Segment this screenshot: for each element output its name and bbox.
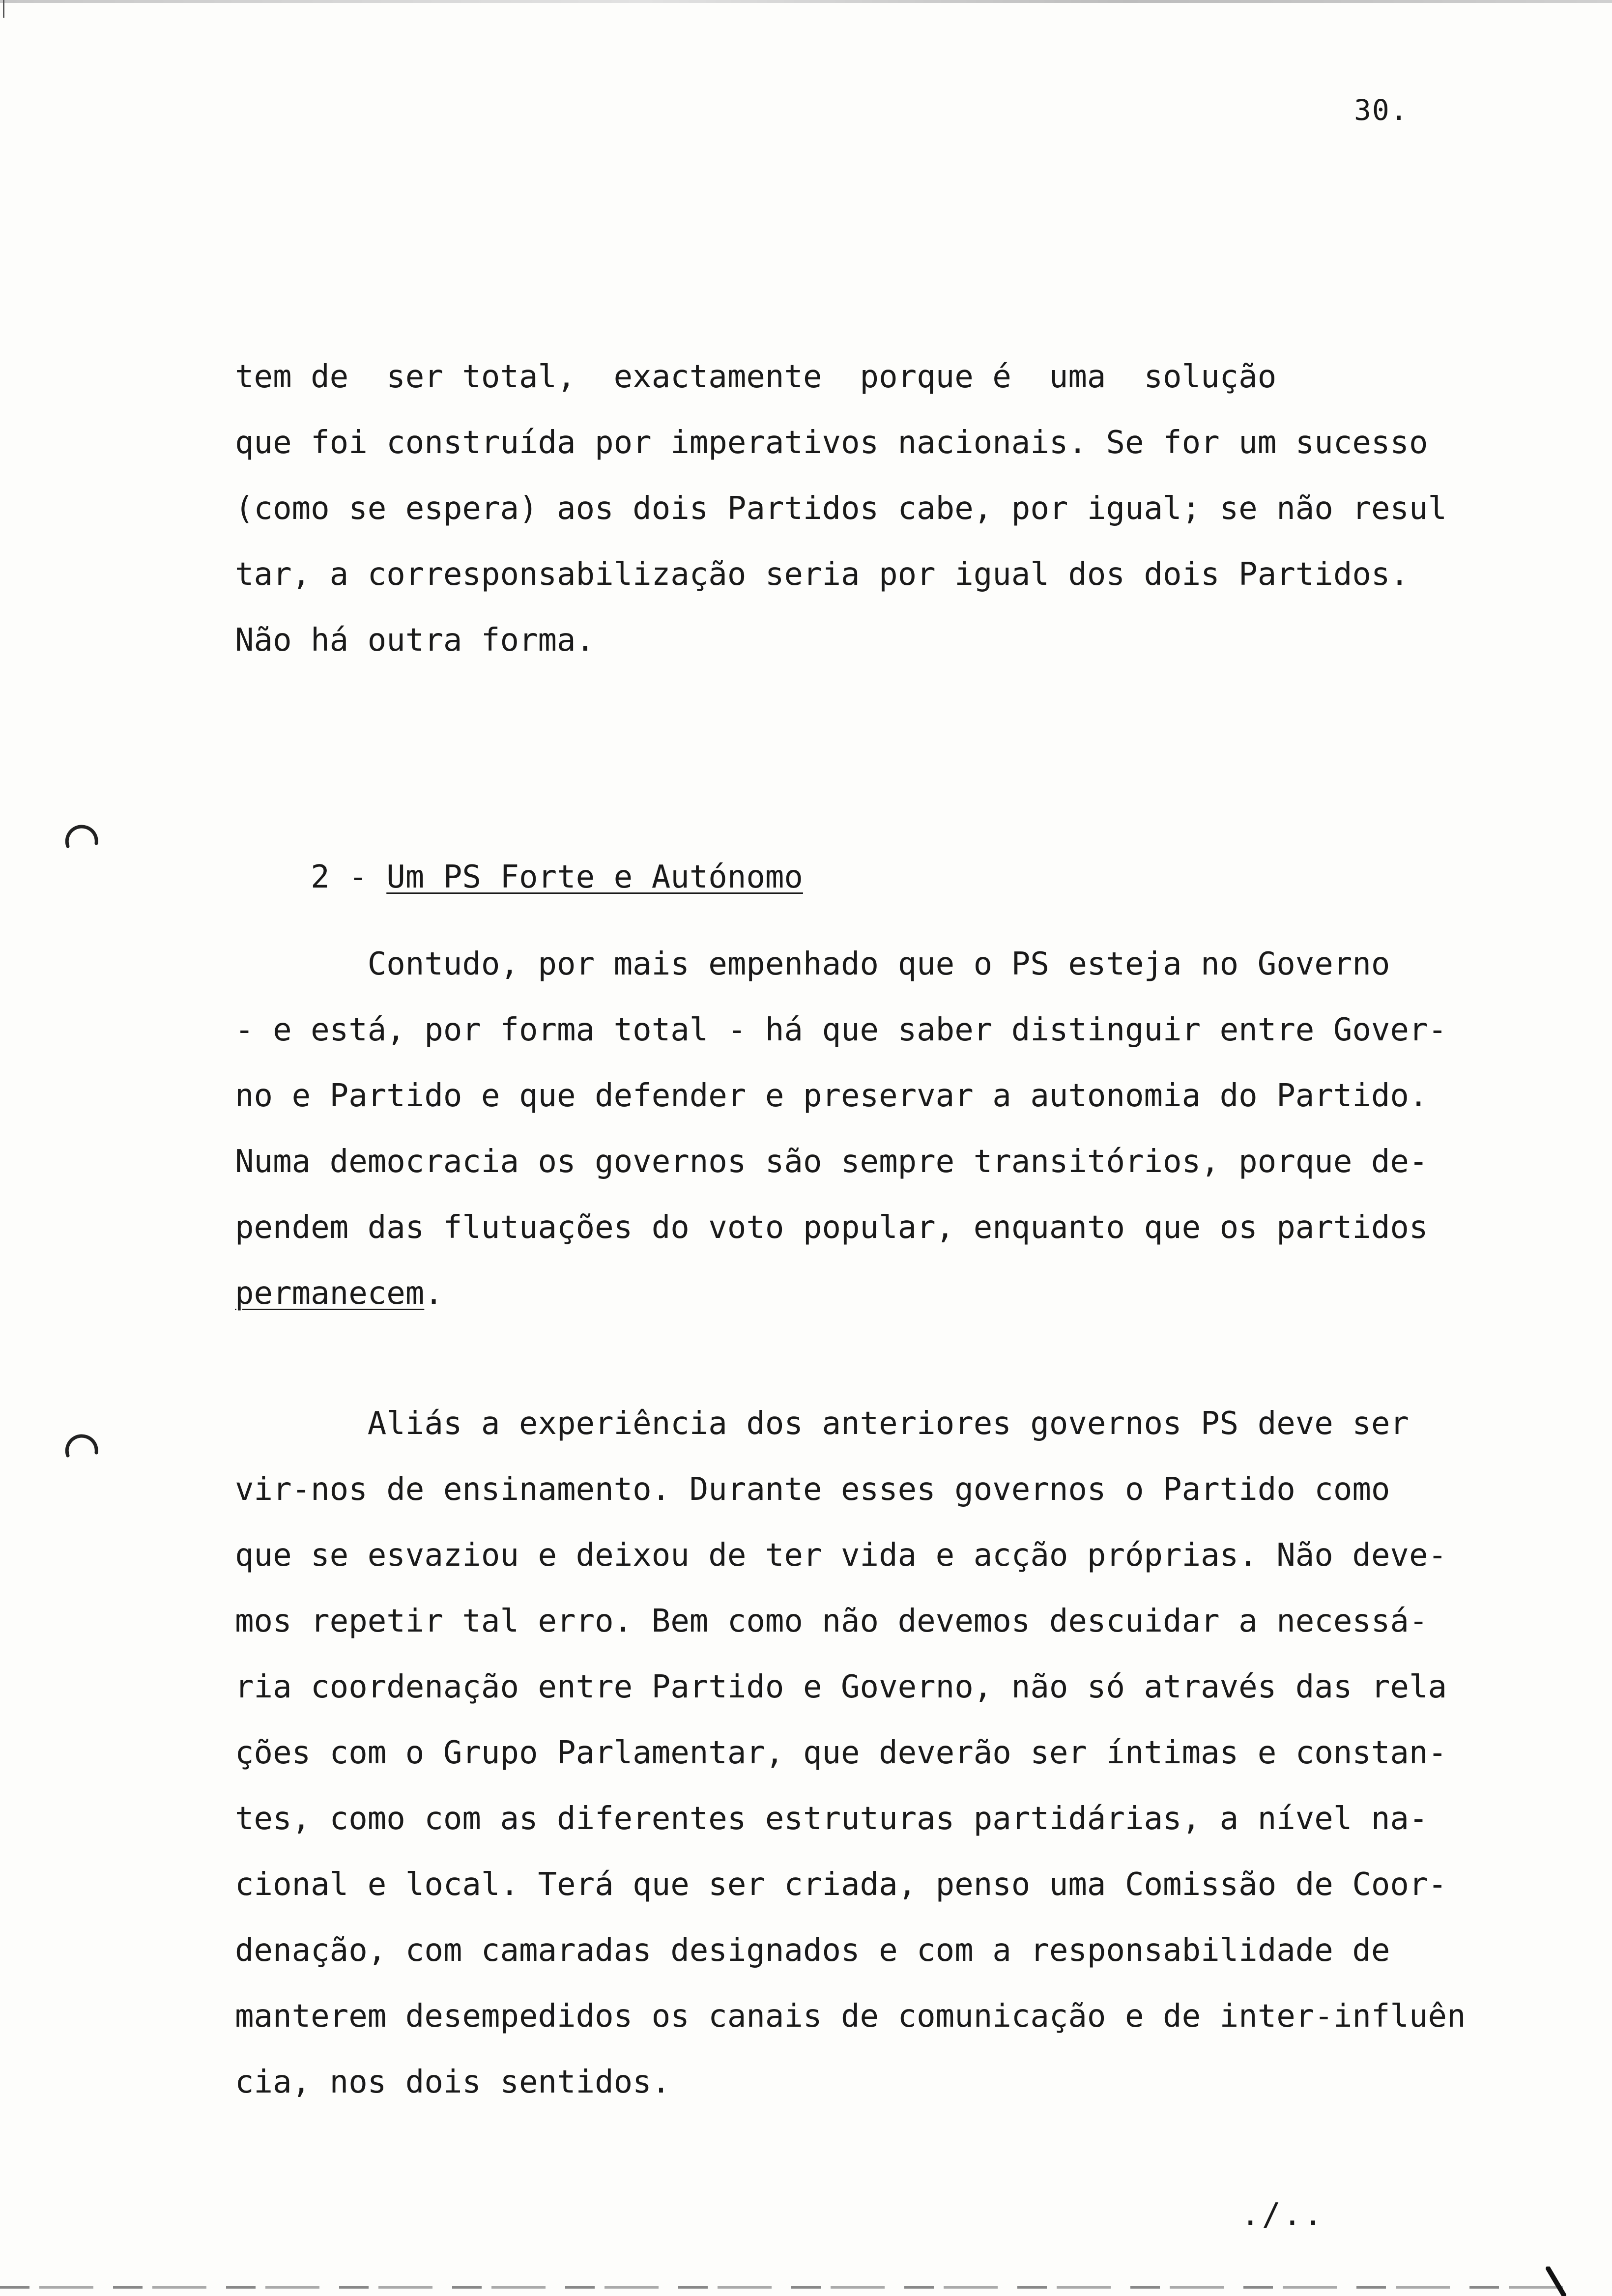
paragraph-experience — [235, 1391, 1493, 2115]
text-line: (como se espera) aos dois Partidos cabe, por igual; se não resul — [235, 490, 1447, 527]
text-line: que foi construída por imperativos nacionais. Se for um sucesso — [235, 425, 1428, 461]
text-line — [235, 1261, 1493, 1326]
section-heading — [235, 811, 803, 944]
text-line: mos repetir tal erro. Bem como não devemos descuidar a necessá- — [235, 1603, 1428, 1639]
text-line: Numa democracia os governos são sempre transitórios, porque de- — [235, 1144, 1428, 1180]
scan-bottom-edge — [0, 2286, 1573, 2289]
section-title: Um PS Forte e Autónomo — [386, 859, 803, 895]
text-line: manterem desempedidos os canais de comunicação e de inter-influên — [235, 1998, 1466, 2035]
continuation-mark: ./.. — [1241, 2197, 1325, 2233]
paragraph-continued — [235, 344, 1493, 673]
text-line: tar, a corresponsabilização seria por igual dos dois Partidos. — [235, 556, 1409, 593]
text-line: ções com o Grupo Parlamentar, que deverão ser íntimas e constan- — [235, 1735, 1447, 1771]
page-number: 30. — [1354, 93, 1409, 127]
text-line: Aliás a experiência dos anteriores governos PS deve ser — [235, 1406, 1409, 1442]
text-line: tem de ser total, exactamente porque é uma solução — [235, 359, 1277, 395]
text-line: pendem das flutuações do voto popular, enquanto que os partidos — [235, 1209, 1428, 1246]
text-line: Contudo, por mais empenhado que o PS esteja no Governo — [235, 946, 1390, 982]
text-line: tes, como com as diferentes estruturas partidárias, a nível na- — [235, 1801, 1428, 1837]
section-number: 2 - — [311, 859, 387, 895]
paragraph-autonomy — [235, 931, 1493, 1326]
text-line: no e Partido e que defender e preservar a autonomia do Partido. — [235, 1078, 1428, 1114]
text-line: cional e local. Terá que ser criada, penso uma Comissão de Coor- — [235, 1866, 1447, 1903]
line-punctuation: . — [424, 1275, 443, 1312]
scan-top-edge — [0, 0, 1612, 3]
corner-stroke-icon — [1544, 2267, 1583, 2296]
text-line: que se esvaziou e deixou de ter vida e acção próprias. Não deve- — [235, 1537, 1447, 1574]
text-line: Não há outra forma. — [235, 622, 595, 659]
punch-hole-icon — [64, 816, 100, 852]
text-line: denação, com camaradas designados e com a responsabilidade de — [235, 1932, 1390, 1969]
punch-hole-icon — [64, 1425, 100, 1462]
underlined-word: permanecem — [235, 1275, 425, 1312]
scan-left-mark — [3, 0, 4, 18]
text-line: vir-nos de ensinamento. Durante esses governos o Partido como — [235, 1471, 1390, 1508]
text-line: ria coordenação entre Partido e Governo, não só através das rela — [235, 1669, 1447, 1705]
text-line: - e está, por forma total - há que saber distinguir entre Gover- — [235, 1012, 1447, 1048]
text-line: cia, nos dois sentidos. — [235, 2064, 671, 2100]
